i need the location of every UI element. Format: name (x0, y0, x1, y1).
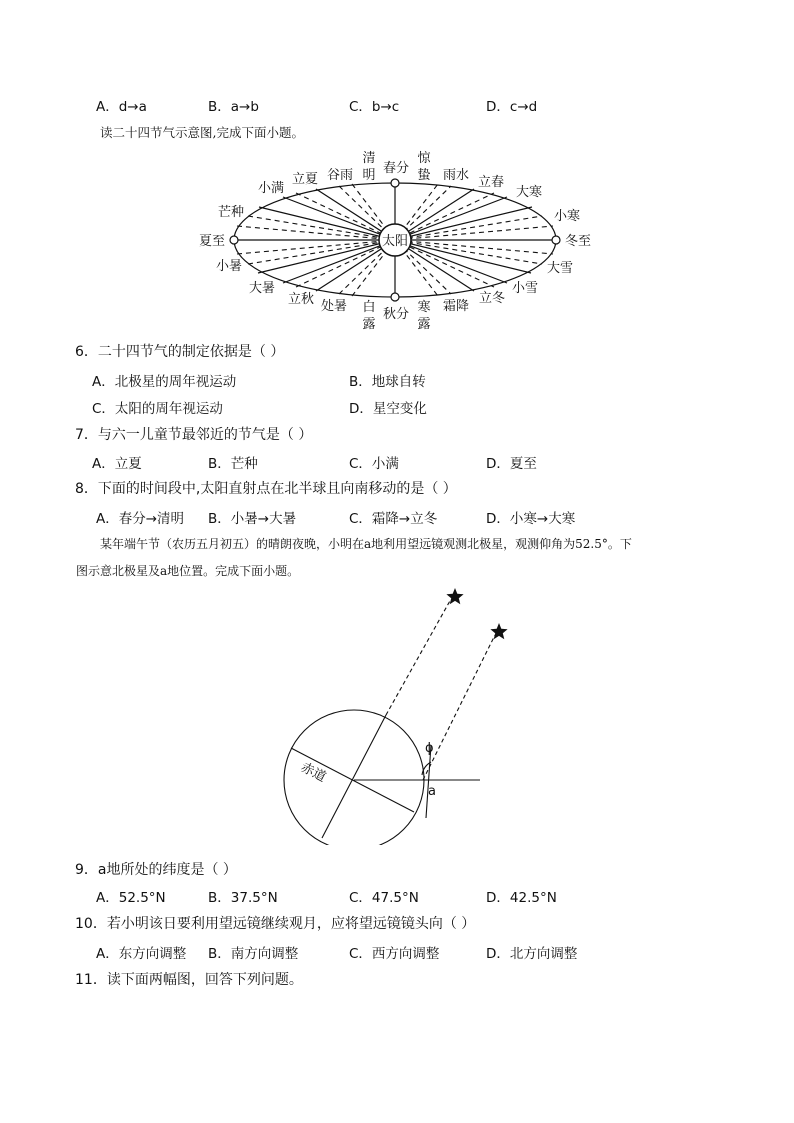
top-option-d: D．c→d (486, 99, 538, 115)
question-10-option-d: D．北方向调整 (486, 946, 578, 962)
intro-solar-terms: 读二十四节气示意图,完成下面小题。 (100, 125, 304, 140)
term-xiaohan: 小寒 (553, 209, 581, 224)
question-6-stem: 6．二十四节气的制定依据是（ ） (75, 344, 285, 360)
term-dahan: 大寒 (515, 185, 543, 200)
term-chunfen: 春分 (382, 161, 410, 176)
term-liqiu: 立秋 (287, 292, 315, 307)
term-qiufen: 秋分 (382, 307, 410, 322)
term-dongzhi: 冬至 (564, 234, 592, 249)
question-10-option-a: A．东方向调整 (96, 946, 187, 962)
intro-polaris-line2: 图示意北极星及a地位置。完成下面小题。 (76, 564, 300, 578)
question-8-option-a: A．春分→清明 (96, 511, 185, 527)
polaris-star-icon-2 (490, 623, 507, 639)
top-option-a: A．d→a (96, 99, 147, 115)
question-9-option-a: A．52.5°N (96, 890, 166, 906)
term-mangzhong: 芒种 (217, 205, 245, 220)
term-jingzhe-1: 惊 (417, 151, 431, 166)
question-10-option-c: C．西方向调整 (349, 946, 440, 962)
term-guyu: 谷雨 (326, 168, 354, 183)
question-10-stem: 10．若小明该日要利用望远镜继续观月，应将望远镜镜头向（ ） (75, 916, 476, 932)
term-hanlu-1: 寒 (417, 300, 431, 315)
marker-qiufen (391, 293, 399, 301)
question-8-option-c: C．霜降→立冬 (349, 511, 438, 527)
term-qingming-1: 清 (362, 151, 376, 166)
term-lixia: 立夏 (291, 172, 319, 187)
question-7-stem: 7．与六一儿童节最邻近的节气是（ ） (75, 427, 313, 443)
question-10-option-b: B．南方向调整 (208, 946, 299, 962)
question-9-option-d: D．42.5°N (486, 890, 557, 906)
marker-chunfen (391, 179, 399, 187)
term-lichun: 立春 (477, 175, 505, 190)
question-7-option-b: B．芒种 (208, 456, 258, 472)
intro-polaris-line1: 某年端午节（农历五月初五）的晴朗夜晚，小明在a地利用望远镜观测北极星，观测仰角为52.5°。下 (100, 537, 632, 551)
question-6-option-c: C．太阳的周年视运动 (92, 401, 223, 417)
term-bailu-2: 露 (362, 317, 376, 332)
term-jingzhe-2: 蛰 (417, 168, 431, 183)
term-xiaoman: 小满 (257, 181, 285, 196)
question-7-option-c: C．小满 (349, 456, 399, 472)
term-daxue: 大雪 (546, 261, 574, 276)
question-8-option-b: B．小暑→大暑 (208, 511, 297, 527)
term-dashu: 大暑 (248, 281, 276, 296)
question-9-option-b: B．37.5°N (208, 890, 278, 906)
term-yushui: 雨水 (442, 168, 470, 183)
term-lidong: 立冬 (478, 291, 506, 306)
phi-label: ϕ (425, 741, 434, 756)
question-11-stem: 11．读下面两幅图，回答下列问题。 (75, 972, 303, 988)
polaris-earth-figure (0, 585, 794, 845)
term-xiaoshu: 小暑 (215, 259, 243, 274)
question-8-stem: 8．下面的时间段中,太阳直射点在北半球且向南移动的是（ ） (75, 481, 457, 497)
marker-dongzhi (552, 236, 560, 244)
point-a-label: a (428, 784, 436, 799)
term-bailu-1: 白 (362, 300, 376, 315)
term-xiaoxue: 小雪 (511, 281, 539, 296)
term-chushu: 处暑 (320, 299, 348, 314)
question-6-option-d: D．星空变化 (349, 401, 427, 417)
equator-label: 赤道 (298, 760, 329, 786)
marker-xiazhi (230, 236, 238, 244)
question-9-option-c: C．47.5°N (349, 890, 419, 906)
question-9-stem: 9．a地所处的纬度是（ ） (75, 862, 237, 878)
question-6-option-b: B．地球自转 (349, 374, 426, 390)
question-7-option-d: D．夏至 (486, 456, 537, 472)
term-qingming-2: 明 (362, 168, 376, 183)
question-8-option-d: D．小寒→大寒 (486, 511, 576, 527)
term-xiazhi: 夏至 (198, 234, 226, 249)
sun-label: 太阳 (381, 234, 409, 249)
term-shuangjiang: 霜降 (442, 299, 470, 314)
top-option-c: C．b→c (349, 99, 400, 115)
question-6-option-a: A．北极星的周年视运动 (92, 374, 237, 390)
top-option-b: B．a→b (208, 99, 259, 115)
question-7-option-a: A．立夏 (92, 456, 142, 472)
solar-terms-diagram (0, 140, 794, 340)
term-hanlu-2: 露 (417, 317, 431, 332)
